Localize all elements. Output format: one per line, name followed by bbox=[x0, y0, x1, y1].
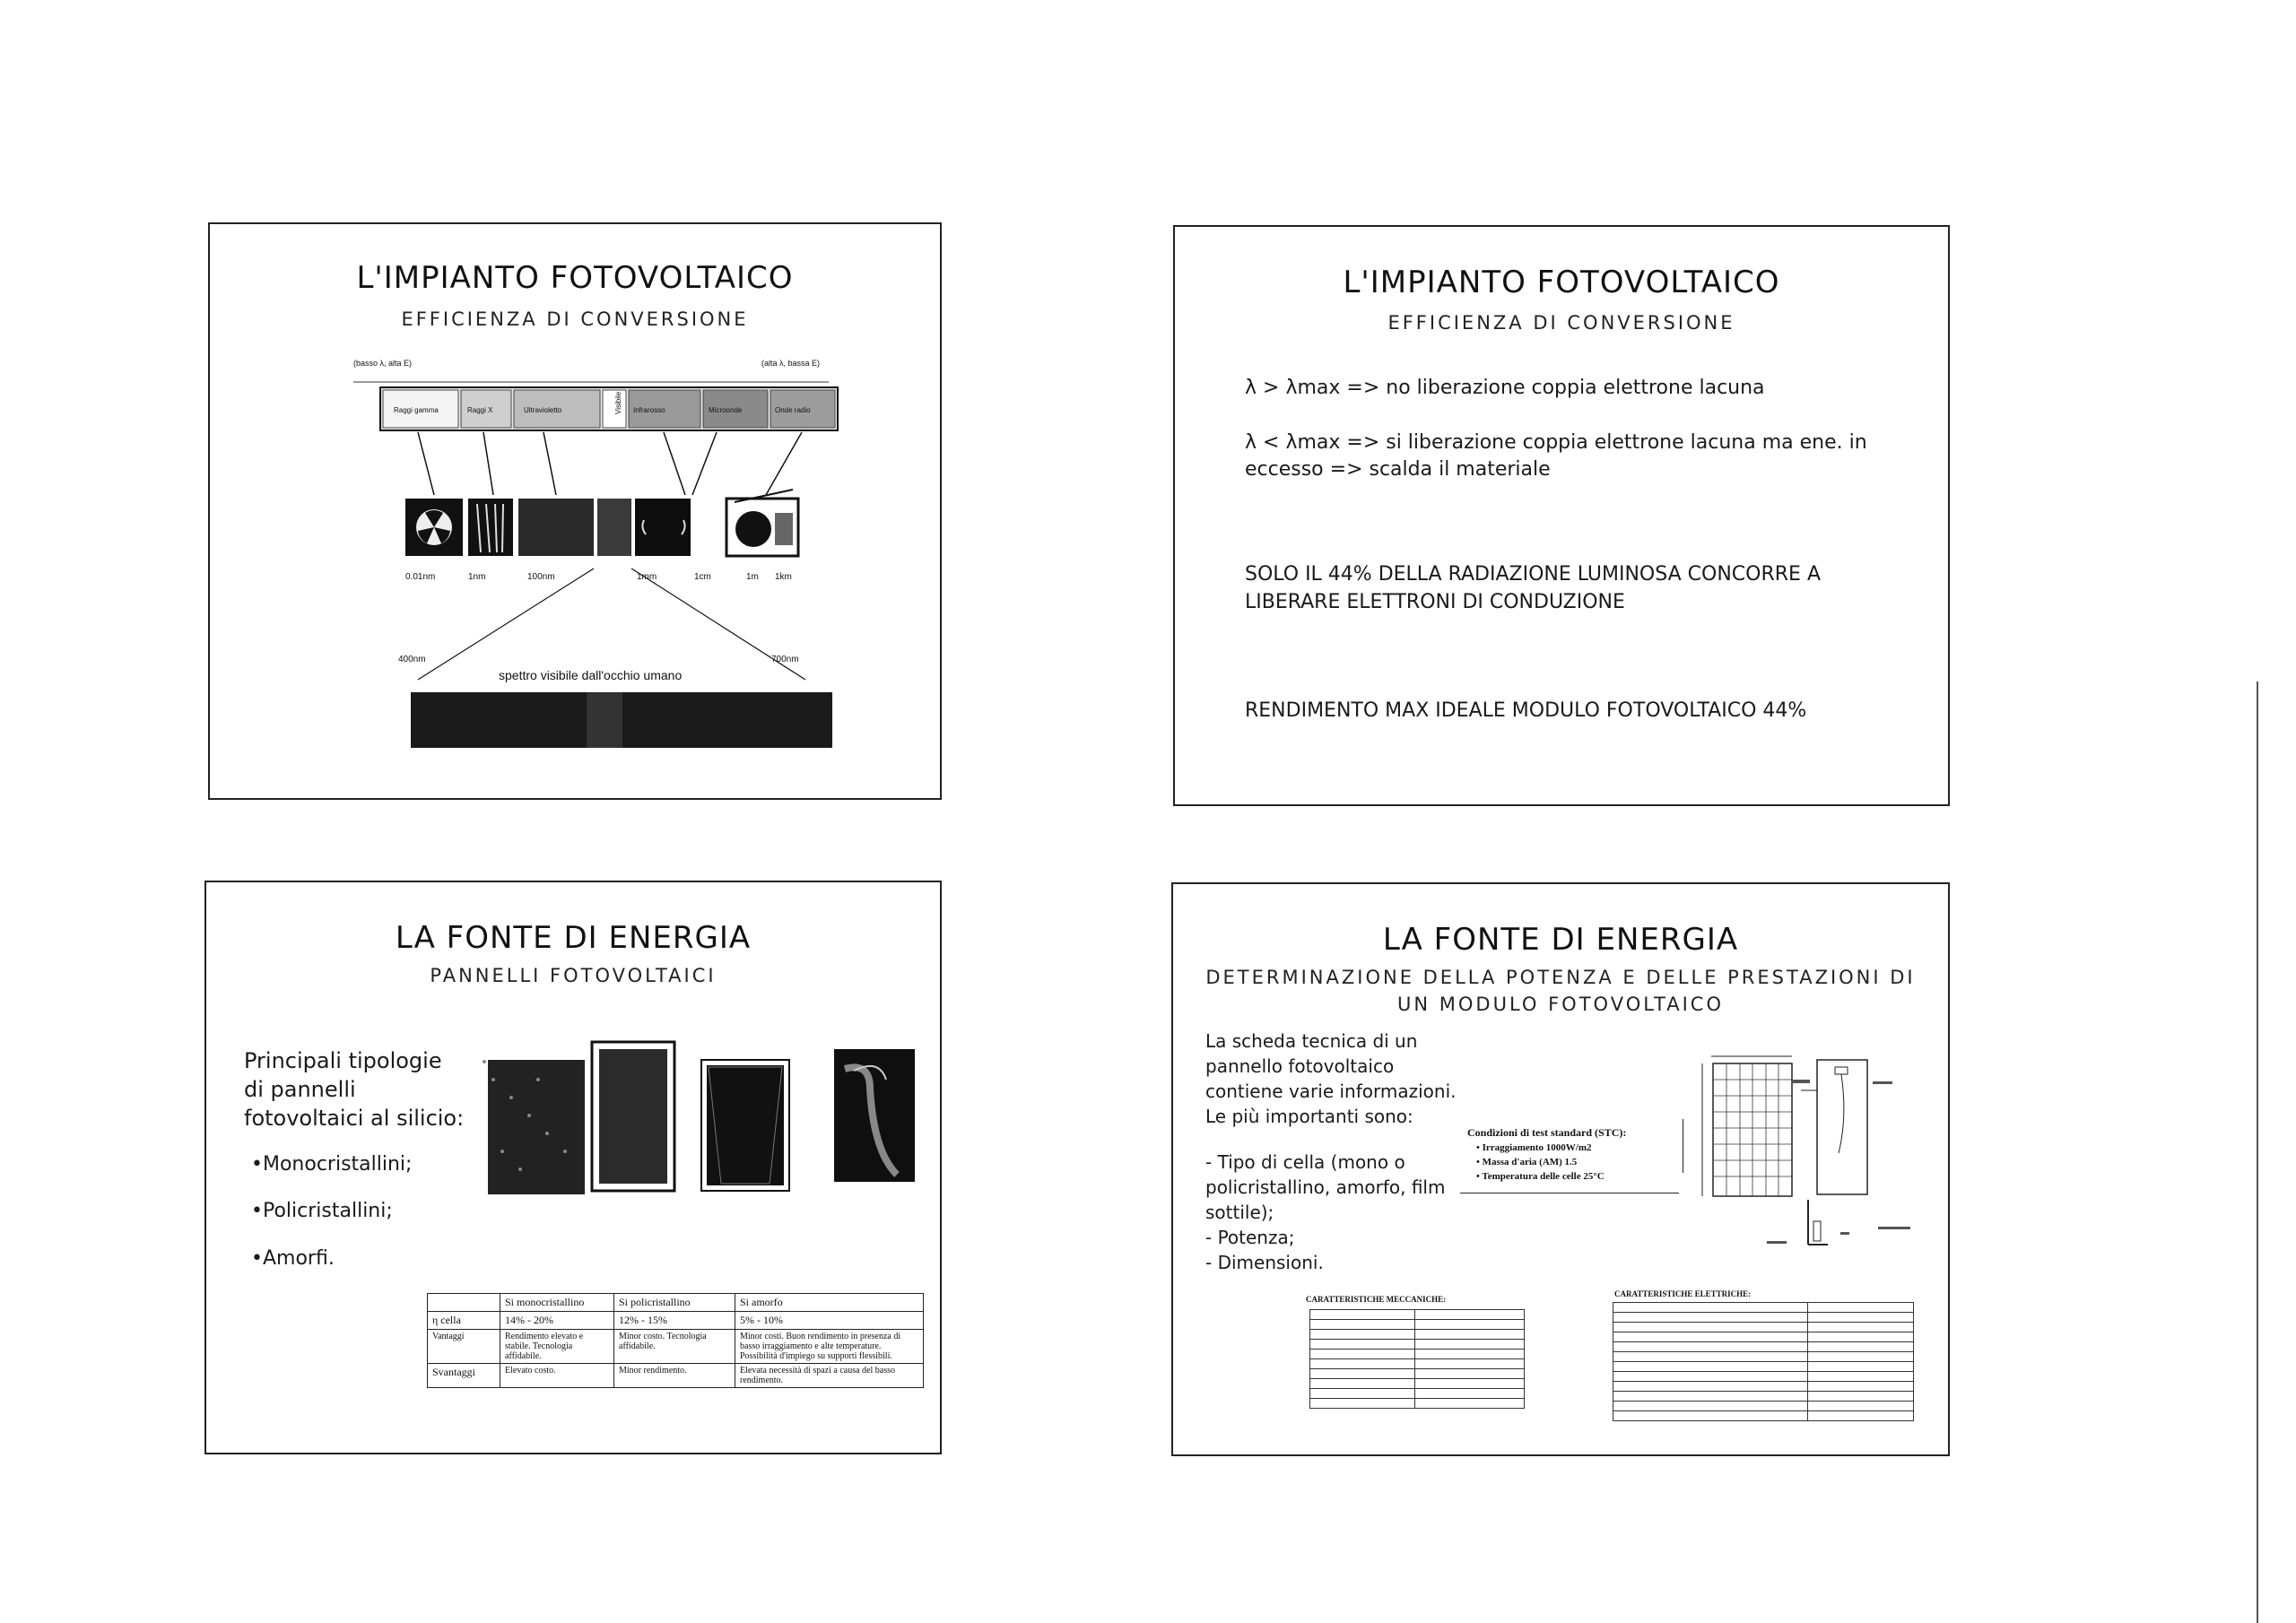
electrical-title: CARATTERISTICHE ELETTRICHE: bbox=[1614, 1289, 1752, 1298]
slide-3-bullet-2: •Policristallini; bbox=[251, 1200, 393, 1222]
slide-4-item-4: - Potenza; bbox=[1205, 1227, 1295, 1248]
table-header: Si monocristallino bbox=[500, 1294, 614, 1312]
table-cell: η cella bbox=[428, 1312, 500, 1330]
slide-4-subtitle-2: UN MODULO FOTOVOLTAICO bbox=[1397, 994, 1724, 1015]
slide-4-intro-4: Le più importanti sono: bbox=[1205, 1106, 1413, 1127]
stc-item-3: • Temperatura delle celle 25°C bbox=[1476, 1171, 1605, 1182]
table-row bbox=[428, 1364, 924, 1388]
svg-text:100nm: 100nm bbox=[527, 572, 555, 582]
slide-4-intro-3: contiene varie informazioni. bbox=[1205, 1081, 1457, 1102]
slide-1-subtitle: EFFICIENZA DI CONVERSIONE bbox=[401, 308, 749, 330]
table-cell: Vantaggi bbox=[428, 1330, 500, 1364]
slide-3-subtitle: PANNELLI FOTOVOLTAICI bbox=[430, 965, 717, 986]
table-cell: Minor costi. Buon rendimento in presenza di basso irraggiamento e alte temperature. Possibilità d'impiego su supporti flessibili. bbox=[735, 1330, 924, 1364]
table-header: Si policristallino bbox=[614, 1294, 735, 1312]
stc-item-2: • Massa d'aria (AM) 1.5 bbox=[1476, 1157, 1578, 1167]
slide-4-item-3: sottile); bbox=[1205, 1202, 1274, 1223]
slide-3-intro-1: Principali tipologie bbox=[244, 1048, 442, 1073]
table-cell: 14% - 20% bbox=[500, 1312, 614, 1330]
svg-text:1nm: 1nm bbox=[468, 572, 486, 582]
svg-text:1cm: 1cm bbox=[694, 572, 711, 582]
slide-2-line-2b: eccesso => scalda il materiale bbox=[1245, 458, 1551, 481]
table-header-row bbox=[428, 1294, 924, 1312]
svg-text:Ultravioletto: Ultravioletto bbox=[524, 406, 562, 414]
svg-text:Visibile: Visibile bbox=[614, 391, 622, 414]
slide-2 bbox=[1173, 225, 1950, 806]
slide-2-subtitle: EFFICIENZA DI CONVERSIONE bbox=[1387, 312, 1735, 334]
svg-text:700nm: 700nm bbox=[771, 655, 799, 664]
table-header: Si amorfo bbox=[735, 1294, 924, 1312]
table-cell: 12% - 15% bbox=[614, 1312, 735, 1330]
svg-text:Raggi X: Raggi X bbox=[467, 406, 493, 414]
table-cell: Svantaggi bbox=[428, 1364, 500, 1388]
electrical-specs-table bbox=[1613, 1302, 1914, 1421]
stc-title: Condizioni di test standard (STC): bbox=[1467, 1126, 1627, 1139]
slide-1-title: L'IMPIANTO FOTOVOLTAICO bbox=[356, 260, 794, 296]
slide-4-title: LA FONTE DI ENERGIA bbox=[1382, 922, 1739, 958]
slide-2-line-3a: SOLO IL 44% DELLA RADIAZIONE LUMINOSA CONCORRE A bbox=[1245, 563, 1821, 586]
right-margin-line bbox=[2257, 681, 2258, 1623]
table-cell: Elevato costo. bbox=[500, 1364, 614, 1388]
slide-3-intro-3: fotovoltaici al silicio: bbox=[244, 1106, 465, 1131]
table-cell: 5% - 10% bbox=[735, 1312, 924, 1330]
svg-text:Raggi gamma: Raggi gamma bbox=[394, 406, 439, 414]
scale-label: 0.01nm bbox=[405, 572, 436, 582]
svg-text:1km: 1km bbox=[775, 572, 792, 582]
slide-3-bullet-3: •Amorfi. bbox=[251, 1247, 335, 1270]
slide-4-item-1: - Tipo di cella (mono o bbox=[1205, 1151, 1405, 1173]
slide-4 bbox=[1171, 882, 1950, 1456]
slide-2-line-3b: LIBERARE ELETTRONI DI CONDUZIONE bbox=[1245, 591, 1625, 613]
slide-3-title: LA FONTE DI ENERGIA bbox=[395, 920, 752, 956]
mechanical-specs-table bbox=[1309, 1309, 1525, 1409]
svg-text:(basso λ, alta E): (basso λ, alta E) bbox=[353, 359, 413, 368]
table-cell: Minor costo. Tecnologia affidabile. bbox=[614, 1330, 735, 1364]
slide-4-intro-1: La scheda tecnica di un bbox=[1205, 1030, 1418, 1052]
svg-text:1mm: 1mm bbox=[637, 572, 657, 582]
slide-2-line-2a: λ < λmax => si liberazione coppia elettrone lacuna ma ene. in bbox=[1245, 431, 1867, 454]
svg-text:1m: 1m bbox=[746, 572, 759, 582]
slide-2-title: L'IMPIANTO FOTOVOLTAICO bbox=[1343, 265, 1780, 300]
table-cell: Elevata necessità di spazi a causa del basso rendimento. bbox=[735, 1364, 924, 1388]
slide-3 bbox=[204, 881, 942, 1454]
slide-4-subtitle-1: DETERMINAZIONE DELLA POTENZA E DELLE PRESTAZIONI DI bbox=[1205, 967, 1916, 988]
svg-text:Onde radio: Onde radio bbox=[775, 406, 811, 414]
slide-3-intro-2: di pannelli bbox=[244, 1077, 356, 1102]
svg-text:(alta λ, bassa E): (alta λ, bassa E) bbox=[761, 359, 821, 368]
silicon-comparison-table bbox=[427, 1293, 924, 1388]
slide-4-intro-2: pannello fotovoltaico bbox=[1205, 1055, 1395, 1077]
slide-4-item-5: - Dimensioni. bbox=[1205, 1252, 1324, 1273]
slide-2-line-1: λ > λmax => no liberazione coppia elettrone lacuna bbox=[1245, 377, 1765, 399]
electromagnetic-spectrum-diagram bbox=[210, 224, 944, 802]
svg-text:Microonde: Microonde bbox=[709, 406, 743, 414]
table-header bbox=[428, 1294, 500, 1312]
table-cell: Rendimento elevato e stabile. Tecnologia affidabile. bbox=[500, 1330, 614, 1364]
slide-1 bbox=[208, 222, 942, 800]
mechanical-title: CARATTERISTICHE MECCANICHE: bbox=[1306, 1295, 1447, 1304]
svg-text:Infrarosso: Infrarosso bbox=[633, 406, 665, 414]
slide-4-item-2: policristallino, amorfo, film bbox=[1205, 1176, 1446, 1198]
slide-2-line-4: RENDIMENTO MAX IDEALE MODULO FOTOVOLTAICO 44% bbox=[1245, 699, 1807, 722]
table-row bbox=[428, 1312, 924, 1330]
slide-3-bullet-1: •Monocristallini; bbox=[251, 1153, 413, 1176]
svg-text:spettro visibile dall'occhio u: spettro visibile dall'occhio umano bbox=[499, 668, 683, 682]
table-cell: Minor rendimento. bbox=[614, 1364, 735, 1388]
stc-item-1: • Irraggiamento 1000W/m2 bbox=[1476, 1142, 1592, 1153]
table-row bbox=[428, 1330, 924, 1364]
svg-text:400nm: 400nm bbox=[398, 655, 426, 664]
